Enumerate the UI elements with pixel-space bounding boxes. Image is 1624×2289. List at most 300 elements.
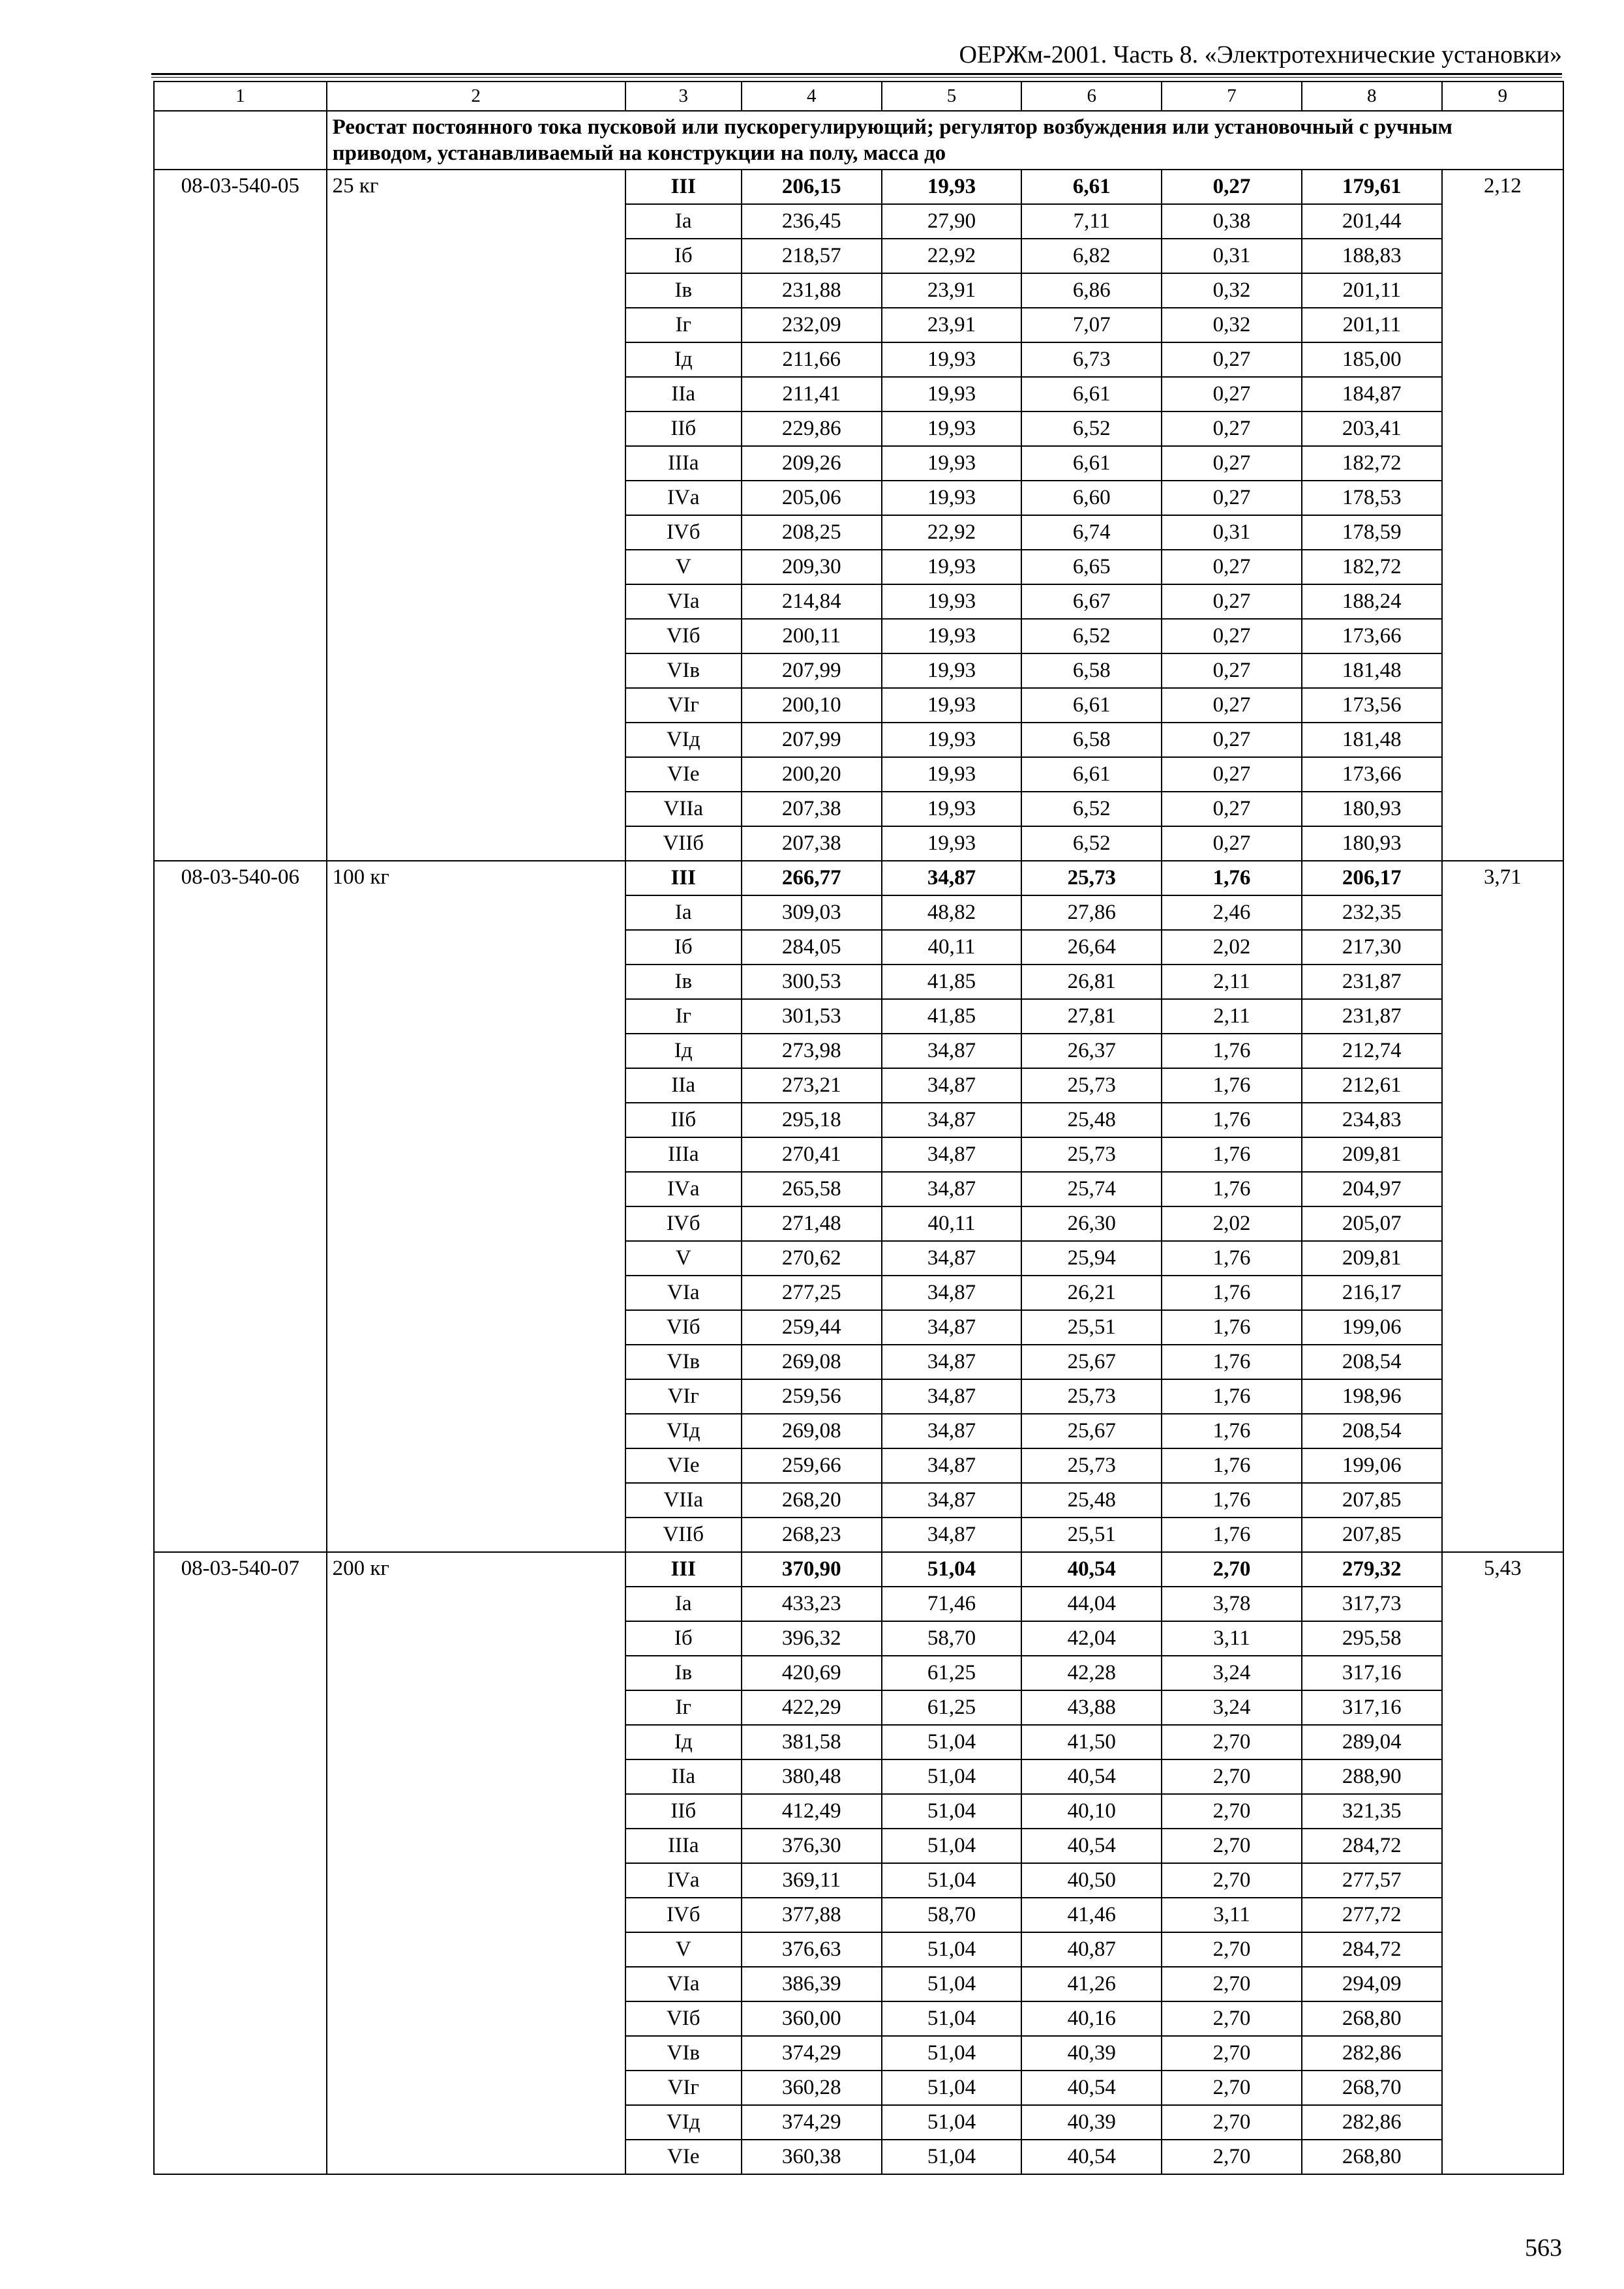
driver-wage-cell: 0,27 xyxy=(1162,342,1302,377)
materials-cost-cell: 317,16 xyxy=(1302,1656,1442,1690)
driver-wage-cell: 1,76 xyxy=(1162,1103,1302,1137)
driver-wage-cell: 0,27 xyxy=(1162,653,1302,688)
total-cost-cell: 295,18 xyxy=(742,1103,882,1137)
total-cost-cell: 277,25 xyxy=(742,1276,882,1310)
zone-cell: VIд xyxy=(625,723,742,757)
labor-cost-cell: 34,87 xyxy=(882,1241,1022,1276)
driver-wage-cell: 0,38 xyxy=(1162,204,1302,239)
total-cost-cell: 360,38 xyxy=(742,2140,882,2174)
materials-cost-cell: 268,70 xyxy=(1302,2071,1442,2105)
total-cost-cell: 433,23 xyxy=(742,1587,882,1621)
materials-cost-cell: 178,53 xyxy=(1302,481,1442,515)
total-cost-cell: 300,53 xyxy=(742,965,882,999)
labor-cost-cell: 19,93 xyxy=(882,481,1022,515)
materials-cost-cell: 206,17 xyxy=(1302,861,1442,895)
zone-cell: III xyxy=(625,170,742,204)
driver-wage-cell: 2,70 xyxy=(1162,1794,1302,1829)
materials-cost-cell: 212,61 xyxy=(1302,1068,1442,1103)
labor-cost-cell: 19,93 xyxy=(882,377,1022,411)
column-number: 3 xyxy=(625,82,742,111)
machine-cost-cell: 6,61 xyxy=(1021,757,1162,792)
driver-wage-cell: 3,78 xyxy=(1162,1587,1302,1621)
driver-wage-cell: 0,27 xyxy=(1162,584,1302,619)
machine-cost-cell: 40,39 xyxy=(1021,2036,1162,2071)
table-row xyxy=(154,861,1563,895)
machine-cost-cell: 40,10 xyxy=(1021,1794,1162,1829)
materials-cost-cell: 231,87 xyxy=(1302,965,1442,999)
zone-cell: VIе xyxy=(625,2140,742,2174)
machine-cost-cell: 25,48 xyxy=(1021,1483,1162,1518)
labor-cost-cell: 34,87 xyxy=(882,1172,1022,1206)
labor-cost-cell: 19,93 xyxy=(882,757,1022,792)
labor-cost-cell: 22,92 xyxy=(882,515,1022,550)
machine-cost-cell: 26,21 xyxy=(1021,1276,1162,1310)
mass-value: 200 кг xyxy=(327,1552,625,2174)
labor-cost-cell: 34,87 xyxy=(882,1276,1022,1310)
machine-cost-cell: 6,74 xyxy=(1021,515,1162,550)
machine-cost-cell: 40,39 xyxy=(1021,2105,1162,2140)
driver-wage-cell: 0,27 xyxy=(1162,826,1302,861)
labor-cost-cell: 51,04 xyxy=(882,1829,1022,1863)
driver-wage-cell: 0,27 xyxy=(1162,550,1302,584)
labor-cost-cell: 19,93 xyxy=(882,619,1022,653)
driver-wage-cell: 2,70 xyxy=(1162,2105,1302,2140)
labor-cost-cell: 51,04 xyxy=(882,1794,1022,1829)
labor-cost-cell: 19,93 xyxy=(882,550,1022,584)
machine-cost-cell: 26,64 xyxy=(1021,930,1162,965)
total-cost-cell: 265,58 xyxy=(742,1172,882,1206)
driver-wage-cell: 0,27 xyxy=(1162,481,1302,515)
total-cost-cell: 376,63 xyxy=(742,1932,882,1967)
labor-cost-cell: 19,93 xyxy=(882,342,1022,377)
machine-cost-cell: 41,46 xyxy=(1021,1898,1162,1932)
zone-cell: VIб xyxy=(625,619,742,653)
zone-cell: IIIа xyxy=(625,446,742,481)
driver-wage-cell: 0,27 xyxy=(1162,688,1302,723)
total-cost-cell: 268,20 xyxy=(742,1483,882,1518)
zone-cell: IIа xyxy=(625,1759,742,1794)
machine-cost-cell: 40,16 xyxy=(1021,2001,1162,2036)
materials-cost-cell: 268,80 xyxy=(1302,2140,1442,2174)
labor-cost-cell: 40,11 xyxy=(882,930,1022,965)
labor-cost-cell: 51,04 xyxy=(882,2140,1022,2174)
driver-wage-cell: 2,70 xyxy=(1162,2140,1302,2174)
driver-wage-cell: 1,76 xyxy=(1162,1379,1302,1414)
driver-wage-cell: 3,24 xyxy=(1162,1656,1302,1690)
labor-cost-cell: 19,93 xyxy=(882,688,1022,723)
total-cost-cell: 211,66 xyxy=(742,342,882,377)
labor-cost-cell: 51,04 xyxy=(882,1967,1022,2001)
zone-cell: IIа xyxy=(625,1068,742,1103)
driver-wage-cell: 0,27 xyxy=(1162,170,1302,204)
driver-wage-cell: 2,11 xyxy=(1162,999,1302,1034)
zone-cell: Iв xyxy=(625,1656,742,1690)
materials-cost-cell: 294,09 xyxy=(1302,1967,1442,2001)
labor-cost-cell: 71,46 xyxy=(882,1587,1022,1621)
machine-cost-cell: 26,30 xyxy=(1021,1206,1162,1241)
rate-code: 08-03-540-05 xyxy=(154,170,327,861)
total-cost-cell: 231,88 xyxy=(742,273,882,308)
machine-cost-cell: 40,54 xyxy=(1021,1829,1162,1863)
driver-wage-cell: 0,27 xyxy=(1162,619,1302,653)
total-cost-cell: 207,99 xyxy=(742,723,882,757)
materials-cost-cell: 205,07 xyxy=(1302,1206,1442,1241)
labor-cost-cell: 34,87 xyxy=(882,861,1022,895)
materials-cost-cell: 277,72 xyxy=(1302,1898,1442,1932)
total-cost-cell: 218,57 xyxy=(742,239,882,273)
total-cost-cell: 270,41 xyxy=(742,1137,882,1172)
header-rule xyxy=(151,73,1562,78)
machine-cost-cell: 40,54 xyxy=(1021,2071,1162,2105)
machine-cost-cell: 25,73 xyxy=(1021,1379,1162,1414)
machine-cost-cell: 6,61 xyxy=(1021,170,1162,204)
materials-cost-cell: 208,54 xyxy=(1302,1345,1442,1379)
total-cost-cell: 374,29 xyxy=(742,2105,882,2140)
materials-cost-cell: 284,72 xyxy=(1302,1829,1442,1863)
materials-cost-cell: 179,61 xyxy=(1302,170,1442,204)
driver-wage-cell: 1,76 xyxy=(1162,1518,1302,1552)
zone-cell: VIе xyxy=(625,1448,742,1483)
driver-wage-cell: 2,70 xyxy=(1162,1759,1302,1794)
zone-cell: IVб xyxy=(625,1898,742,1932)
materials-cost-cell: 284,72 xyxy=(1302,1932,1442,1967)
materials-cost-cell: 201,11 xyxy=(1302,273,1442,308)
materials-cost-cell: 204,97 xyxy=(1302,1172,1442,1206)
driver-wage-cell: 0,32 xyxy=(1162,273,1302,308)
total-cost-cell: 211,41 xyxy=(742,377,882,411)
materials-cost-cell: 173,56 xyxy=(1302,688,1442,723)
driver-wage-cell: 1,76 xyxy=(1162,1483,1302,1518)
labor-cost-cell: 19,93 xyxy=(882,792,1022,826)
driver-wage-cell: 2,11 xyxy=(1162,965,1302,999)
materials-cost-cell: 185,00 xyxy=(1302,342,1442,377)
total-cost-cell: 229,86 xyxy=(742,411,882,446)
total-cost-cell: 270,62 xyxy=(742,1241,882,1276)
total-cost-cell: 259,66 xyxy=(742,1448,882,1483)
total-cost-cell: 214,84 xyxy=(742,584,882,619)
materials-cost-cell: 289,04 xyxy=(1302,1725,1442,1759)
column-number-row xyxy=(154,82,1563,111)
column-number: 5 xyxy=(882,82,1022,111)
total-cost-cell: 259,44 xyxy=(742,1310,882,1345)
total-cost-cell: 360,28 xyxy=(742,2071,882,2105)
materials-cost-cell: 279,32 xyxy=(1302,1552,1442,1587)
labor-hours-cell: 2,12 xyxy=(1442,170,1563,861)
materials-cost-cell: 173,66 xyxy=(1302,757,1442,792)
total-cost-cell: 422,29 xyxy=(742,1690,882,1725)
total-cost-cell: 206,15 xyxy=(742,170,882,204)
driver-wage-cell: 1,76 xyxy=(1162,1345,1302,1379)
machine-cost-cell: 6,86 xyxy=(1021,273,1162,308)
machine-cost-cell: 27,86 xyxy=(1021,895,1162,930)
machine-cost-cell: 25,94 xyxy=(1021,1241,1162,1276)
machine-cost-cell: 25,67 xyxy=(1021,1414,1162,1448)
zone-cell: VIIб xyxy=(625,826,742,861)
driver-wage-cell: 2,70 xyxy=(1162,1725,1302,1759)
labor-cost-cell: 51,04 xyxy=(882,2071,1022,2105)
zone-cell: VIIа xyxy=(625,1483,742,1518)
machine-cost-cell: 25,67 xyxy=(1021,1345,1162,1379)
machine-cost-cell: 25,73 xyxy=(1021,1448,1162,1483)
materials-cost-cell: 207,85 xyxy=(1302,1518,1442,1552)
driver-wage-cell: 1,76 xyxy=(1162,1137,1302,1172)
driver-wage-cell: 0,31 xyxy=(1162,515,1302,550)
price-table xyxy=(153,81,1564,2175)
total-cost-cell: 207,38 xyxy=(742,792,882,826)
materials-cost-cell: 188,24 xyxy=(1302,584,1442,619)
zone-cell: IIб xyxy=(625,1794,742,1829)
driver-wage-cell: 2,46 xyxy=(1162,895,1302,930)
machine-cost-cell: 6,58 xyxy=(1021,653,1162,688)
labor-cost-cell: 51,04 xyxy=(882,1725,1022,1759)
driver-wage-cell: 2,70 xyxy=(1162,2071,1302,2105)
driver-wage-cell: 0,27 xyxy=(1162,723,1302,757)
zone-cell: VIб xyxy=(625,2001,742,2036)
machine-cost-cell: 6,52 xyxy=(1021,619,1162,653)
driver-wage-cell: 0,27 xyxy=(1162,792,1302,826)
zone-cell: VIIа xyxy=(625,792,742,826)
rate-code: 08-03-540-06 xyxy=(154,861,327,1552)
driver-wage-cell: 2,02 xyxy=(1162,930,1302,965)
labor-cost-cell: 19,93 xyxy=(882,584,1022,619)
materials-cost-cell: 181,48 xyxy=(1302,653,1442,688)
labor-cost-cell: 41,85 xyxy=(882,999,1022,1034)
machine-cost-cell: 7,07 xyxy=(1021,308,1162,342)
total-cost-cell: 209,30 xyxy=(742,550,882,584)
page-header-title: ОЕРЖм-2001. Часть 8. «Электротехнические установки» xyxy=(959,41,1562,68)
labor-cost-cell: 34,87 xyxy=(882,1103,1022,1137)
materials-cost-cell: 199,06 xyxy=(1302,1448,1442,1483)
driver-wage-cell: 1,76 xyxy=(1162,1310,1302,1345)
total-cost-cell: 360,00 xyxy=(742,2001,882,2036)
zone-cell: III xyxy=(625,1552,742,1587)
labor-cost-cell: 27,90 xyxy=(882,204,1022,239)
materials-cost-cell: 203,41 xyxy=(1302,411,1442,446)
materials-cost-cell: 209,81 xyxy=(1302,1241,1442,1276)
materials-cost-cell: 178,59 xyxy=(1302,515,1442,550)
materials-cost-cell: 217,30 xyxy=(1302,930,1442,965)
materials-cost-cell: 188,83 xyxy=(1302,239,1442,273)
labor-cost-cell: 23,91 xyxy=(882,308,1022,342)
table-row xyxy=(154,170,1563,204)
machine-cost-cell: 6,61 xyxy=(1021,377,1162,411)
labor-cost-cell: 61,25 xyxy=(882,1656,1022,1690)
mass-value: 100 кг xyxy=(327,861,625,1552)
materials-cost-cell: 201,11 xyxy=(1302,308,1442,342)
rate-code: 08-03-540-07 xyxy=(154,1552,327,2174)
section-title: Реостат постоянного тока пусковой или пускорегулирующий; регулятор возбуждения или установочный с ручным приводом, устанавливаемый на конструкции на полу, масса до xyxy=(327,111,1563,170)
total-cost-cell: 386,39 xyxy=(742,1967,882,2001)
driver-wage-cell: 0,27 xyxy=(1162,411,1302,446)
zone-cell: VIа xyxy=(625,584,742,619)
zone-cell: Iа xyxy=(625,895,742,930)
zone-cell: VIв xyxy=(625,1345,742,1379)
materials-cost-cell: 182,72 xyxy=(1302,446,1442,481)
machine-cost-cell: 6,82 xyxy=(1021,239,1162,273)
zone-cell: Iг xyxy=(625,308,742,342)
total-cost-cell: 207,99 xyxy=(742,653,882,688)
materials-cost-cell: 317,16 xyxy=(1302,1690,1442,1725)
labor-cost-cell: 41,85 xyxy=(882,965,1022,999)
labor-cost-cell: 51,04 xyxy=(882,1759,1022,1794)
machine-cost-cell: 40,54 xyxy=(1021,2140,1162,2174)
machine-cost-cell: 25,73 xyxy=(1021,1068,1162,1103)
materials-cost-cell: 184,87 xyxy=(1302,377,1442,411)
driver-wage-cell: 2,70 xyxy=(1162,1967,1302,2001)
machine-cost-cell: 6,65 xyxy=(1021,550,1162,584)
total-cost-cell: 209,26 xyxy=(742,446,882,481)
driver-wage-cell: 1,76 xyxy=(1162,1276,1302,1310)
labor-cost-cell: 34,87 xyxy=(882,1345,1022,1379)
labor-cost-cell: 51,04 xyxy=(882,1863,1022,1898)
zone-cell: VIв xyxy=(625,2036,742,2071)
zone-cell: IIIа xyxy=(625,1829,742,1863)
labor-cost-cell: 19,93 xyxy=(882,653,1022,688)
zone-cell: IVа xyxy=(625,481,742,515)
zone-cell: VIе xyxy=(625,757,742,792)
total-cost-cell: 309,03 xyxy=(742,895,882,930)
zone-cell: Iд xyxy=(625,342,742,377)
materials-cost-cell: 207,85 xyxy=(1302,1483,1442,1518)
labor-cost-cell: 51,04 xyxy=(882,2001,1022,2036)
materials-cost-cell: 234,83 xyxy=(1302,1103,1442,1137)
materials-cost-cell: 295,58 xyxy=(1302,1621,1442,1656)
table-row xyxy=(154,1552,1563,1587)
materials-cost-cell: 216,17 xyxy=(1302,1276,1442,1310)
driver-wage-cell: 2,70 xyxy=(1162,2001,1302,2036)
total-cost-cell: 205,06 xyxy=(742,481,882,515)
machine-cost-cell: 6,67 xyxy=(1021,584,1162,619)
zone-cell: VIа xyxy=(625,1276,742,1310)
labor-cost-cell: 19,93 xyxy=(882,446,1022,481)
total-cost-cell: 273,21 xyxy=(742,1068,882,1103)
machine-cost-cell: 6,52 xyxy=(1021,826,1162,861)
materials-cost-cell: 208,54 xyxy=(1302,1414,1442,1448)
machine-cost-cell: 40,50 xyxy=(1021,1863,1162,1898)
zone-cell: Iб xyxy=(625,1621,742,1656)
page-number: 563 xyxy=(1525,2234,1562,2262)
zone-cell: VIг xyxy=(625,688,742,723)
machine-cost-cell: 25,51 xyxy=(1021,1518,1162,1552)
machine-cost-cell: 6,60 xyxy=(1021,481,1162,515)
materials-cost-cell: 231,87 xyxy=(1302,999,1442,1034)
labor-hours-cell: 5,43 xyxy=(1442,1552,1563,2174)
machine-cost-cell: 43,88 xyxy=(1021,1690,1162,1725)
materials-cost-cell: 199,06 xyxy=(1302,1310,1442,1345)
driver-wage-cell: 1,76 xyxy=(1162,861,1302,895)
materials-cost-cell: 181,48 xyxy=(1302,723,1442,757)
column-number: 6 xyxy=(1021,82,1162,111)
zone-cell: VIд xyxy=(625,2105,742,2140)
zone-cell: IVб xyxy=(625,515,742,550)
machine-cost-cell: 7,11 xyxy=(1021,204,1162,239)
column-number: 4 xyxy=(742,82,882,111)
materials-cost-cell: 180,93 xyxy=(1302,826,1442,861)
labor-cost-cell: 34,87 xyxy=(882,1483,1022,1518)
labor-cost-cell: 19,93 xyxy=(882,826,1022,861)
zone-cell: VIг xyxy=(625,2071,742,2105)
labor-hours-cell: 3,71 xyxy=(1442,861,1563,1552)
column-number: 1 xyxy=(154,82,327,111)
column-number: 7 xyxy=(1162,82,1302,111)
total-cost-cell: 200,20 xyxy=(742,757,882,792)
machine-cost-cell: 42,28 xyxy=(1021,1656,1162,1690)
driver-wage-cell: 2,70 xyxy=(1162,2036,1302,2071)
labor-cost-cell: 34,87 xyxy=(882,1379,1022,1414)
driver-wage-cell: 3,11 xyxy=(1162,1621,1302,1656)
driver-wage-cell: 1,76 xyxy=(1162,1241,1302,1276)
zone-cell: Iа xyxy=(625,1587,742,1621)
zone-cell: Iб xyxy=(625,239,742,273)
driver-wage-cell: 3,11 xyxy=(1162,1898,1302,1932)
machine-cost-cell: 25,73 xyxy=(1021,1137,1162,1172)
labor-cost-cell: 19,93 xyxy=(882,723,1022,757)
labor-cost-cell: 58,70 xyxy=(882,1621,1022,1656)
mass-value: 25 кг xyxy=(327,170,625,861)
machine-cost-cell: 44,04 xyxy=(1021,1587,1162,1621)
zone-cell: VIд xyxy=(625,1414,742,1448)
machine-cost-cell: 40,87 xyxy=(1021,1932,1162,1967)
materials-cost-cell: 321,35 xyxy=(1302,1794,1442,1829)
zone-cell: IIб xyxy=(625,1103,742,1137)
machine-cost-cell: 25,48 xyxy=(1021,1103,1162,1137)
zone-cell: Iд xyxy=(625,1725,742,1759)
zone-cell: IVб xyxy=(625,1206,742,1241)
driver-wage-cell: 1,76 xyxy=(1162,1068,1302,1103)
total-cost-cell: 266,77 xyxy=(742,861,882,895)
empty-cell xyxy=(154,111,327,170)
labor-cost-cell: 34,87 xyxy=(882,1137,1022,1172)
machine-cost-cell: 6,52 xyxy=(1021,411,1162,446)
materials-cost-cell: 212,74 xyxy=(1302,1034,1442,1068)
zone-cell: V xyxy=(625,550,742,584)
zone-cell: Iа xyxy=(625,204,742,239)
zone-cell: Iг xyxy=(625,1690,742,1725)
zone-cell: IIIа xyxy=(625,1137,742,1172)
labor-cost-cell: 58,70 xyxy=(882,1898,1022,1932)
driver-wage-cell: 0,27 xyxy=(1162,377,1302,411)
total-cost-cell: 420,69 xyxy=(742,1656,882,1690)
zone-cell: IIа xyxy=(625,377,742,411)
driver-wage-cell: 0,27 xyxy=(1162,446,1302,481)
materials-cost-cell: 317,73 xyxy=(1302,1587,1442,1621)
driver-wage-cell: 0,32 xyxy=(1162,308,1302,342)
driver-wage-cell: 2,70 xyxy=(1162,1829,1302,1863)
materials-cost-cell: 288,90 xyxy=(1302,1759,1442,1794)
labor-cost-cell: 61,25 xyxy=(882,1690,1022,1725)
machine-cost-cell: 6,61 xyxy=(1021,688,1162,723)
driver-wage-cell: 2,70 xyxy=(1162,1552,1302,1587)
zone-cell: VIа xyxy=(625,1967,742,2001)
machine-cost-cell: 27,81 xyxy=(1021,999,1162,1034)
labor-cost-cell: 22,92 xyxy=(882,239,1022,273)
materials-cost-cell: 282,86 xyxy=(1302,2036,1442,2071)
zone-cell: IVа xyxy=(625,1172,742,1206)
zone-cell: Iв xyxy=(625,965,742,999)
machine-cost-cell: 40,54 xyxy=(1021,1759,1162,1794)
total-cost-cell: 369,11 xyxy=(742,1863,882,1898)
zone-cell: Iб xyxy=(625,930,742,965)
labor-cost-cell: 51,04 xyxy=(882,2105,1022,2140)
driver-wage-cell: 1,76 xyxy=(1162,1034,1302,1068)
machine-cost-cell: 26,37 xyxy=(1021,1034,1162,1068)
total-cost-cell: 377,88 xyxy=(742,1898,882,1932)
total-cost-cell: 207,38 xyxy=(742,826,882,861)
total-cost-cell: 232,09 xyxy=(742,308,882,342)
total-cost-cell: 284,05 xyxy=(742,930,882,965)
zone-cell: VIг xyxy=(625,1379,742,1414)
column-number: 8 xyxy=(1302,82,1442,111)
